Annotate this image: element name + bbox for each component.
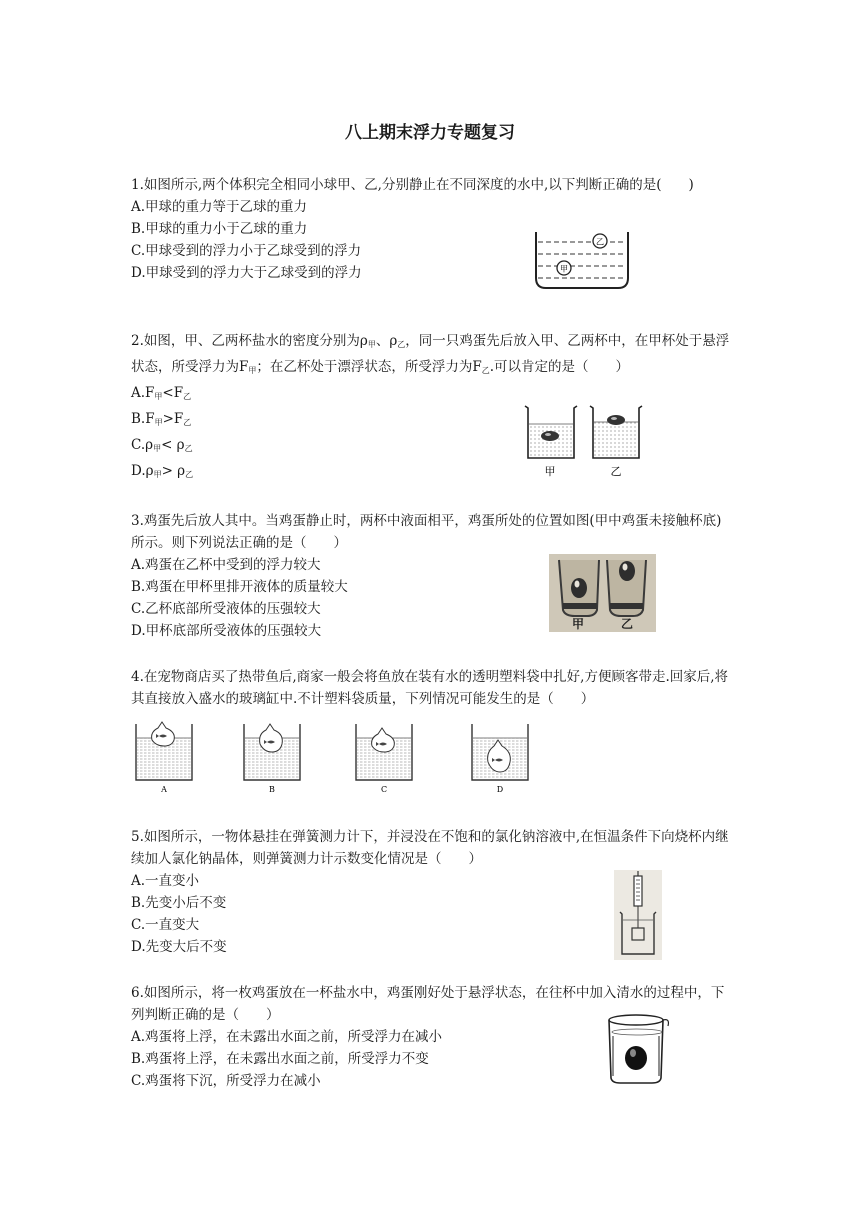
figure-balls-in-water: [532, 230, 632, 292]
beaker-label-jia: 甲: [544, 465, 556, 478]
option-c: C.甲球受到的浮力小于乙球受到的浮力: [131, 243, 362, 259]
tank-d: [472, 724, 528, 794]
option-b: B.甲球的重力小于乙球的重力: [131, 221, 308, 237]
option-a: A.甲球的重力等于乙球的重力: [131, 199, 308, 215]
tank-c: [356, 724, 412, 794]
option-a: A.一直变小: [131, 873, 200, 889]
question-1: [131, 174, 731, 284]
option-c: C.一直变大: [131, 917, 200, 933]
figure-egg-photo: [549, 554, 656, 632]
option-a: $A.F_甲<F_乙$: [131, 385, 192, 401]
figure-spring-scale-beaker: [614, 870, 662, 960]
option-b: B.鸡蛋在甲杯里排开液体的质量较大: [131, 579, 348, 595]
option-label-b: B: [269, 785, 275, 794]
option-a: A.鸡蛋将上浮，在未露出水面之前，所受浮力在减小: [131, 1029, 443, 1045]
option-b: B.先变小后不变: [131, 895, 227, 911]
option-label-a: A: [161, 785, 167, 794]
option-d: $D.\rho_甲> \rho_乙$: [131, 463, 194, 479]
option-c: C.鸡蛋将下沉，所受浮力在减小: [131, 1073, 321, 1089]
option-b: B.鸡蛋将上浮，在未露出水面之前，所受浮力不变: [131, 1051, 429, 1067]
option-d: D.先变大后不变: [131, 939, 227, 955]
beaker-label-yi: 乙: [610, 465, 622, 478]
page-title: 八上期末浮力专题复习: [345, 123, 515, 143]
question-4: [131, 666, 731, 710]
option-c: C.乙杯底部所受液体的压强较大: [131, 601, 321, 617]
photo-label-yi: 乙: [620, 617, 634, 631]
question-stem: 4.在宠物商店买了热带鱼后,商家一般会将鱼放在装有水的透明塑料袋中扎好,方便顾客带走.回家后,将其直接放入盛水的玻璃缸中.不计塑料袋质量，下列情况可能发生的是（ ）: [131, 669, 729, 707]
question-stem: 6.如图所示，将一枚鸡蛋放在一杯盐水中，鸡蛋刚好处于悬浮状态，在往杯中加入清水的过程中，下列判断正确的是（ ）: [131, 985, 725, 1023]
question-stem: 2.如图，甲、乙两杯盐水的密度分别为$\rho_甲$、$\rho_乙$，同一只鸡蛋先后放入甲、乙两杯中，在甲杯处于悬浮状态，所受浮力为$F_甲$；在乙杯处于漂浮状态，所受浮力为$F_乙$.可以肯定的是（ ）: [131, 333, 730, 375]
ball-yi-label: 乙: [596, 237, 604, 247]
figure-egg-suspended-beaker: [600, 1012, 672, 1086]
option-label-c: C: [380, 785, 388, 794]
figure-fish-bags: [132, 716, 532, 794]
figure-eggs-in-beakers: [522, 402, 652, 480]
tank-a: [136, 722, 192, 794]
ball-jia-label: 甲: [560, 264, 568, 274]
option-d: D.甲杯底部所受液体的压强较大: [131, 623, 322, 639]
photo-label-jia: 甲: [571, 617, 585, 631]
option-c: $C.\rho_甲< \rho_乙$: [131, 437, 193, 453]
tank-b: [244, 724, 300, 794]
option-d: D.甲球受到的浮力大于乙球受到的浮力: [131, 265, 362, 281]
question-stem: 3.鸡蛋先后放人其中。当鸡蛋静止时，两杯中液面相平，鸡蛋所处的位置如图(甲中鸡蛋未接触杯底)所示。则下列说法正确的是（ ）: [131, 513, 722, 551]
option-label-d: D: [496, 785, 504, 794]
question-stem: 5.如图所示，一物体悬挂在弹簧测力计下，并浸没在不饱和的氯化钠溶液中,在恒温条件下向烧杯内继续加人氯化钠晶体，则弹簧测力计示数变化情况是（ ）: [131, 829, 729, 867]
question-stem: 1.如图所示,两个体积完全相同小球甲、乙,分别静止在不同深度的水中,以下判断正确的是( ): [131, 177, 694, 193]
option-a: A.鸡蛋在乙杯中受到的浮力较大: [131, 557, 321, 573]
option-b: $B.F_甲>F_乙$: [131, 411, 192, 427]
